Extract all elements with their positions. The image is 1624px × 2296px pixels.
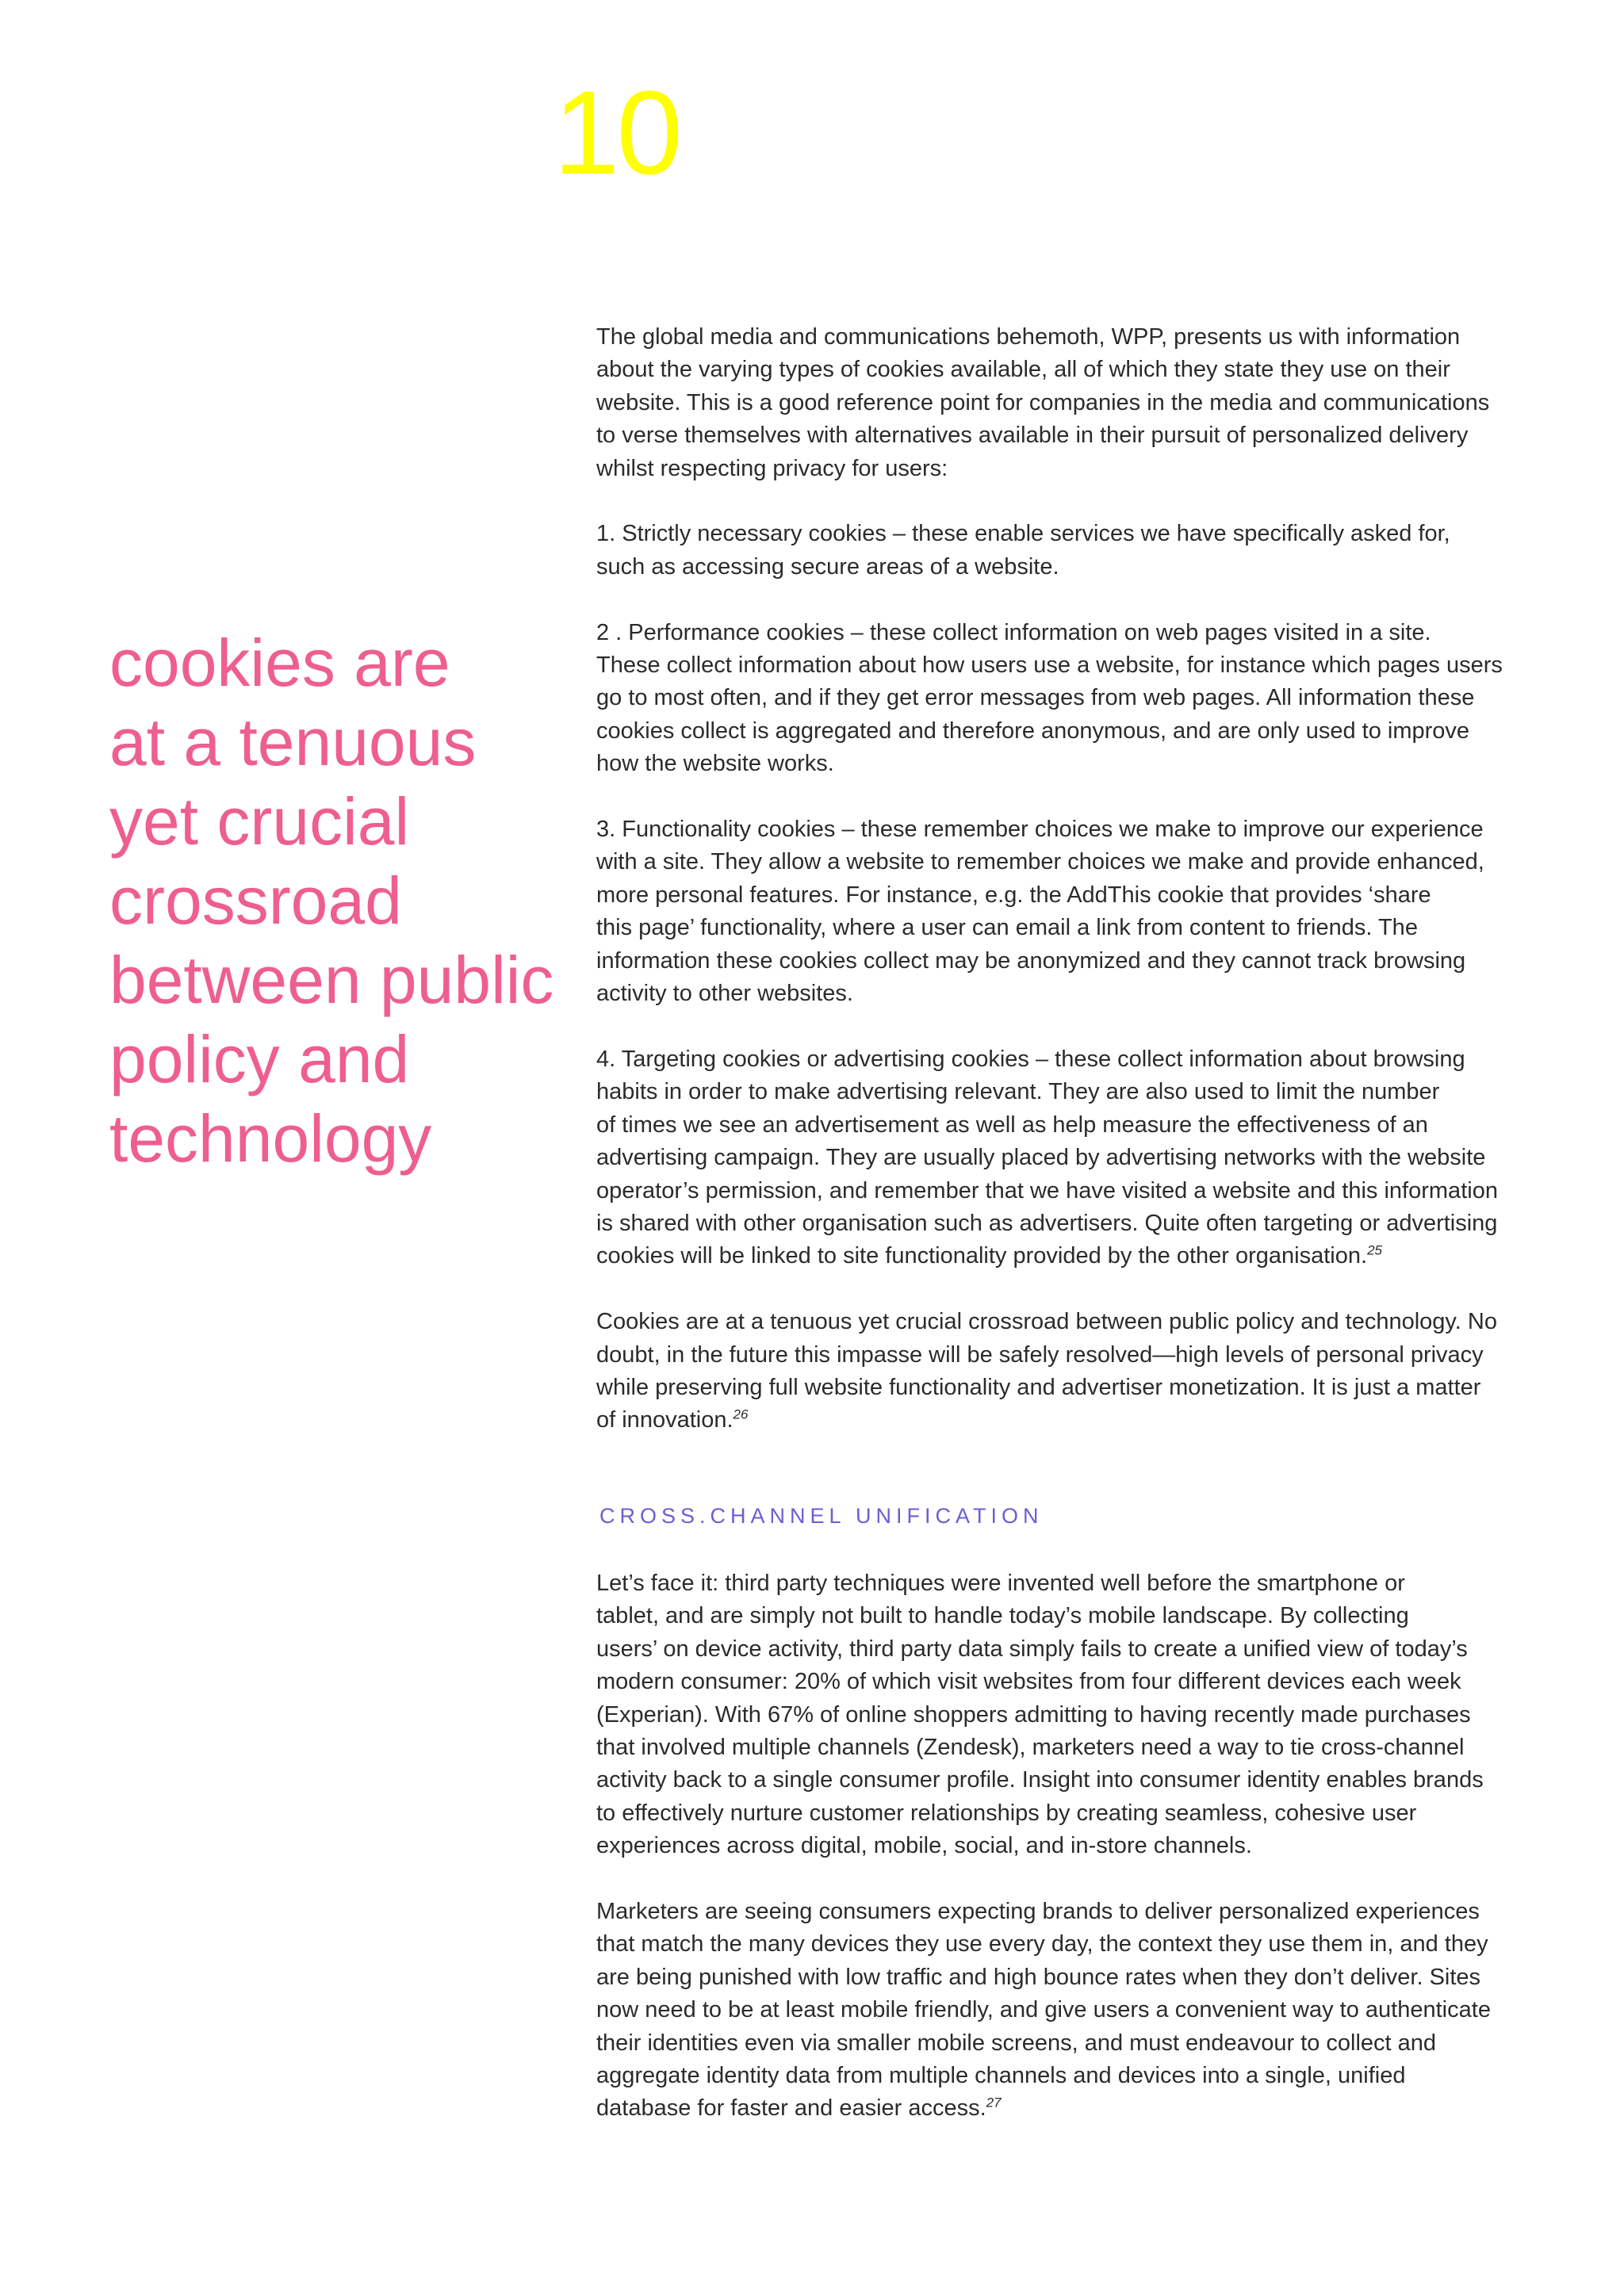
text-line: to verse themselves with alternatives available in their pursuit of personalized delivery xyxy=(596,423,1469,449)
text-line: Let’s face it: third party techniques were invented well before the smartphone or xyxy=(596,1571,1405,1596)
footnote-marker[interactable]: 26 xyxy=(733,1406,749,1422)
pull-quote-line: at a tenuous xyxy=(109,705,477,779)
text-line: of innovation. xyxy=(596,1407,733,1433)
text-line: are being punished with low traffic and high bounce rates when they don’t deliver. Sites xyxy=(596,1964,1481,1990)
cookie-type-performance xyxy=(596,617,1548,781)
text-line: their identities even via smaller mobile screens, and must endeavour to collect and xyxy=(596,2030,1437,2056)
text-line: this page’ functionality, where a user can email a link from content to friends. The xyxy=(596,915,1418,941)
text-line: Cookies are at a tenuous yet crucial crossroad between public policy and technology. No xyxy=(596,1309,1497,1335)
text-line: doubt, in the future this impasse will be safely resolved—high levels of personal privacy xyxy=(596,1341,1484,1368)
text-line: that match the many devices they use every day, the context they use them in, and they xyxy=(596,1931,1488,1957)
pull-quote-line: crossroad xyxy=(109,863,402,938)
text-line: more personal features. For instance, e.g. the AddThis cookie that provides ‘share xyxy=(596,882,1431,908)
footnote-marker[interactable]: 27 xyxy=(986,2095,1002,2110)
text-line: how the website works. xyxy=(596,751,834,777)
cross-channel-paragraph-2 xyxy=(596,1896,1548,2126)
text-line: with a site. They allow a website to remember choices we make and provide enhanced, xyxy=(596,849,1484,875)
text-line: activity back to a single consumer profile. Insight into consumer identity enables brands xyxy=(596,1767,1484,1793)
cross-channel-paragraph-1 xyxy=(596,1567,1548,1863)
text-line-with-footnote xyxy=(596,1240,1548,1272)
text-line-with-footnote xyxy=(596,1404,1548,1437)
text-line: 4. Targeting cookies or advertising cookies – these collect information about browsing xyxy=(596,1046,1465,1072)
text-line: that involved multiple channels (Zendesk), marketers need a way to tie cross-channel xyxy=(596,1735,1465,1761)
section-body xyxy=(596,1567,1548,2158)
body-column xyxy=(596,321,1548,1470)
text-line: habits in order to make advertising relevant. They are also used to limit the number xyxy=(596,1079,1440,1105)
text-line: whilst respecting privacy for users: xyxy=(596,455,948,481)
text-line: operator’s permission, and remember that we have visited a website and this information xyxy=(596,1177,1498,1203)
text-line: 3. Functionality cookies – these remember choices we make to improve our experience xyxy=(596,817,1484,843)
pull-quote-line: technology xyxy=(109,1101,432,1176)
text-line: go to most often, and if they get error messages from web pages. All information these xyxy=(596,685,1475,711)
text-line: 1. Strictly necessary cookies – these enable services we have specifically asked for, xyxy=(596,521,1450,547)
cookie-type-targeting xyxy=(596,1043,1548,1273)
text-line: modern consumer: 20% of which visit websites from four different devices each week xyxy=(596,1669,1461,1695)
text-line: while preserving full website functionality and advertiser monetization. It is just a matter xyxy=(596,1374,1481,1400)
pull-quote xyxy=(109,623,585,1178)
text-line: now need to be at least mobile friendly, and give users a convenient way to authenticate xyxy=(596,1997,1491,2023)
text-line: 2 . Performance cookies – these collect information on web pages visited in a site. xyxy=(596,619,1431,645)
text-line: of times we see an advertisement as well as help measure the effectiveness of an xyxy=(596,1112,1428,1138)
text-line: tablet, and are simply not built to handle today’s mobile landscape. By collecting xyxy=(596,1603,1409,1629)
cookie-type-functionality xyxy=(596,813,1548,1010)
text-line: aggregate identity data from multiple channels and devices into a single, unified xyxy=(596,2063,1406,2089)
text-line: database for faster and easier access. xyxy=(596,2095,986,2122)
text-line: cookies will be linked to site functionality provided by the other organisation. xyxy=(596,1243,1368,1269)
text-line: about the varying types of cookies available, all of which they state they use on their xyxy=(596,357,1450,383)
footnote-marker[interactable]: 25 xyxy=(1367,1242,1382,1258)
pull-quote-line: yet crucial xyxy=(109,784,410,859)
text-line: users’ on device activity, third party data simply fails to create a unified view of today’s xyxy=(596,1636,1468,1662)
text-line: These collect information about how users use a website, for instance which pages users xyxy=(596,652,1503,679)
text-line: The global media and communications behemoth, WPP, presents us with information xyxy=(596,324,1461,350)
text-line: such as accessing secure areas of a website. xyxy=(596,553,1059,580)
text-line: (Experian). With 67% of online shoppers admitting to having recently made purchases xyxy=(596,1701,1471,1728)
text-line: website. This is a good reference point for companies in the media and communications xyxy=(596,389,1490,415)
text-line: advertising campaign. They are usually placed by advertising networks with the website xyxy=(596,1145,1486,1171)
intro-paragraph xyxy=(596,321,1548,485)
text-line: cookies collect is aggregated and therefore anonymous, and are only used to improve xyxy=(596,718,1470,744)
text-line: to effectively nurture customer relationships by creating seamless, cohesive user xyxy=(596,1800,1417,1826)
text-line: activity to other websites. xyxy=(596,981,853,1007)
cookie-type-strictly-necessary xyxy=(596,518,1548,584)
pull-quote-line: policy and xyxy=(109,1022,410,1096)
conclusion-paragraph xyxy=(596,1306,1548,1437)
pull-quote-line: cookies are xyxy=(109,626,450,700)
page-number: 10 xyxy=(553,66,680,199)
text-line: is shared with other organisation such as advertisers. Quite often targeting or advertising xyxy=(596,1210,1498,1236)
text-line: Marketers are seeing consumers expecting brands to deliver personalized experiences xyxy=(596,1899,1480,1925)
pull-quote-line: between public xyxy=(109,943,554,1017)
text-line-with-footnote xyxy=(596,2092,1548,2125)
section-heading: CROSS.CHANNEL UNIFICATION xyxy=(599,1504,1044,1528)
text-line: information these cookies collect may be anonymized and they cannot track browsing xyxy=(596,947,1466,974)
text-line: experiences across digital, mobile, social, and in-store channels. xyxy=(596,1833,1252,1859)
